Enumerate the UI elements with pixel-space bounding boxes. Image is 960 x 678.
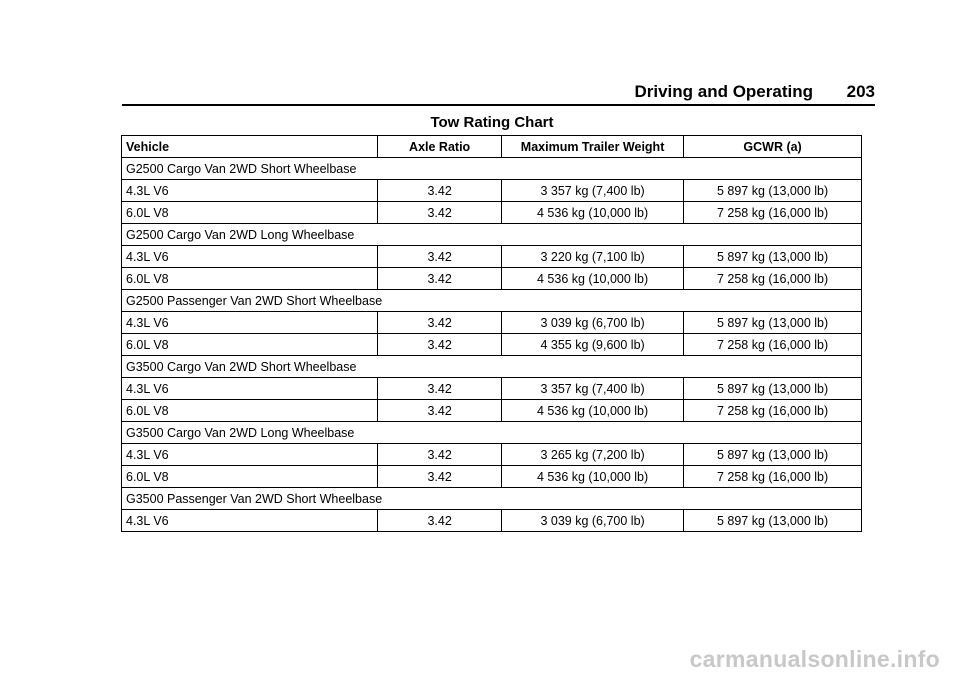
table-title: Tow Rating Chart — [430, 114, 554, 131]
table-row — [122, 510, 862, 532]
gcwr-cell: 7 258 kg (16,000 lb) — [684, 268, 862, 290]
page-number: 203 — [846, 82, 875, 101]
max-trailer-weight-cell: 3 220 kg (7,100 lb) — [502, 246, 684, 268]
engine-cell: 4.3L V6 — [122, 510, 378, 532]
gcwr-cell: 7 258 kg (16,000 lb) — [684, 400, 862, 422]
vehicle-group-label: G2500 Passenger Van 2WD Short Wheelbase — [122, 290, 862, 312]
axle-ratio-cell: 3.42 — [378, 510, 502, 532]
gcwr-cell: 7 258 kg (16,000 lb) — [684, 202, 862, 224]
axle-ratio-cell: 3.42 — [378, 444, 502, 466]
table-row — [122, 378, 862, 400]
vehicle-group-label: G3500 Cargo Van 2WD Short Wheelbase — [122, 356, 862, 378]
engine-cell: 4.3L V6 — [122, 312, 378, 334]
table-row — [122, 334, 862, 356]
axle-ratio-cell: 3.42 — [378, 268, 502, 290]
engine-cell: 6.0L V8 — [122, 334, 378, 356]
gcwr-cell: 7 258 kg (16,000 lb) — [684, 334, 862, 356]
group-row — [122, 488, 862, 510]
engine-cell: 6.0L V8 — [122, 400, 378, 422]
gcwr-cell: 5 897 kg (13,000 lb) — [684, 246, 862, 268]
section-title: Driving and Operating — [634, 82, 813, 101]
table-row — [122, 180, 862, 202]
table-row — [122, 268, 862, 290]
gcwr-cell: 5 897 kg (13,000 lb) — [684, 378, 862, 400]
group-row — [122, 422, 862, 444]
engine-cell: 4.3L V6 — [122, 444, 378, 466]
vehicle-group-label: G3500 Cargo Van 2WD Long Wheelbase — [122, 422, 862, 444]
axle-ratio-cell: 3.42 — [378, 378, 502, 400]
group-row — [122, 356, 862, 378]
axle-ratio-cell: 3.42 — [378, 334, 502, 356]
engine-cell: 4.3L V6 — [122, 180, 378, 202]
gcwr-cell: 5 897 kg (13,000 lb) — [684, 312, 862, 334]
engine-cell: 4.3L V6 — [122, 246, 378, 268]
gcwr-cell: 5 897 kg (13,000 lb) — [684, 510, 862, 532]
axle-ratio-cell: 3.42 — [378, 202, 502, 224]
group-row — [122, 290, 862, 312]
table-row — [122, 202, 862, 224]
max-trailer-weight-cell: 4 355 kg (9,600 lb) — [502, 334, 684, 356]
column-header-gcwr: GCWR (a) — [684, 136, 862, 158]
max-trailer-weight-cell: 4 536 kg (10,000 lb) — [502, 268, 684, 290]
axle-ratio-cell: 3.42 — [378, 312, 502, 334]
tow-rating-table — [121, 135, 862, 532]
max-trailer-weight-cell: 3 357 kg (7,400 lb) — [502, 378, 684, 400]
axle-ratio-cell: 3.42 — [378, 246, 502, 268]
gcwr-cell: 5 897 kg (13,000 lb) — [684, 180, 862, 202]
vehicle-group-label: G2500 Cargo Van 2WD Short Wheelbase — [122, 158, 862, 180]
max-trailer-weight-cell: 4 536 kg (10,000 lb) — [502, 466, 684, 488]
page-header — [122, 80, 875, 106]
engine-cell: 6.0L V8 — [122, 202, 378, 224]
watermark: carmanualsonline.info — [689, 646, 940, 672]
table-row — [122, 466, 862, 488]
max-trailer-weight-cell: 3 265 kg (7,200 lb) — [502, 444, 684, 466]
max-trailer-weight-cell: 3 357 kg (7,400 lb) — [502, 180, 684, 202]
table-row — [122, 246, 862, 268]
vehicle-group-label: G2500 Cargo Van 2WD Long Wheelbase — [122, 224, 862, 246]
engine-cell: 6.0L V8 — [122, 268, 378, 290]
table-row — [122, 444, 862, 466]
engine-cell: 6.0L V8 — [122, 466, 378, 488]
axle-ratio-cell: 3.42 — [378, 466, 502, 488]
group-row — [122, 158, 862, 180]
axle-ratio-cell: 3.42 — [378, 180, 502, 202]
engine-cell: 4.3L V6 — [122, 378, 378, 400]
max-trailer-weight-cell: 3 039 kg (6,700 lb) — [502, 510, 684, 532]
table-row — [122, 400, 862, 422]
vehicle-group-label: G3500 Passenger Van 2WD Short Wheelbase — [122, 488, 862, 510]
table-row — [122, 312, 862, 334]
table-header-row — [122, 136, 862, 158]
group-row — [122, 224, 862, 246]
gcwr-cell: 5 897 kg (13,000 lb) — [684, 444, 862, 466]
max-trailer-weight-cell: 4 536 kg (10,000 lb) — [502, 202, 684, 224]
column-header-axle-ratio: Axle Ratio — [378, 136, 502, 158]
axle-ratio-cell: 3.42 — [378, 400, 502, 422]
max-trailer-weight-cell: 4 536 kg (10,000 lb) — [502, 400, 684, 422]
column-header-vehicle: Vehicle — [122, 136, 378, 158]
max-trailer-weight-cell: 3 039 kg (6,700 lb) — [502, 312, 684, 334]
gcwr-cell: 7 258 kg (16,000 lb) — [684, 466, 862, 488]
column-header-max-trailer-weight: Maximum Trailer Weight — [502, 136, 684, 158]
